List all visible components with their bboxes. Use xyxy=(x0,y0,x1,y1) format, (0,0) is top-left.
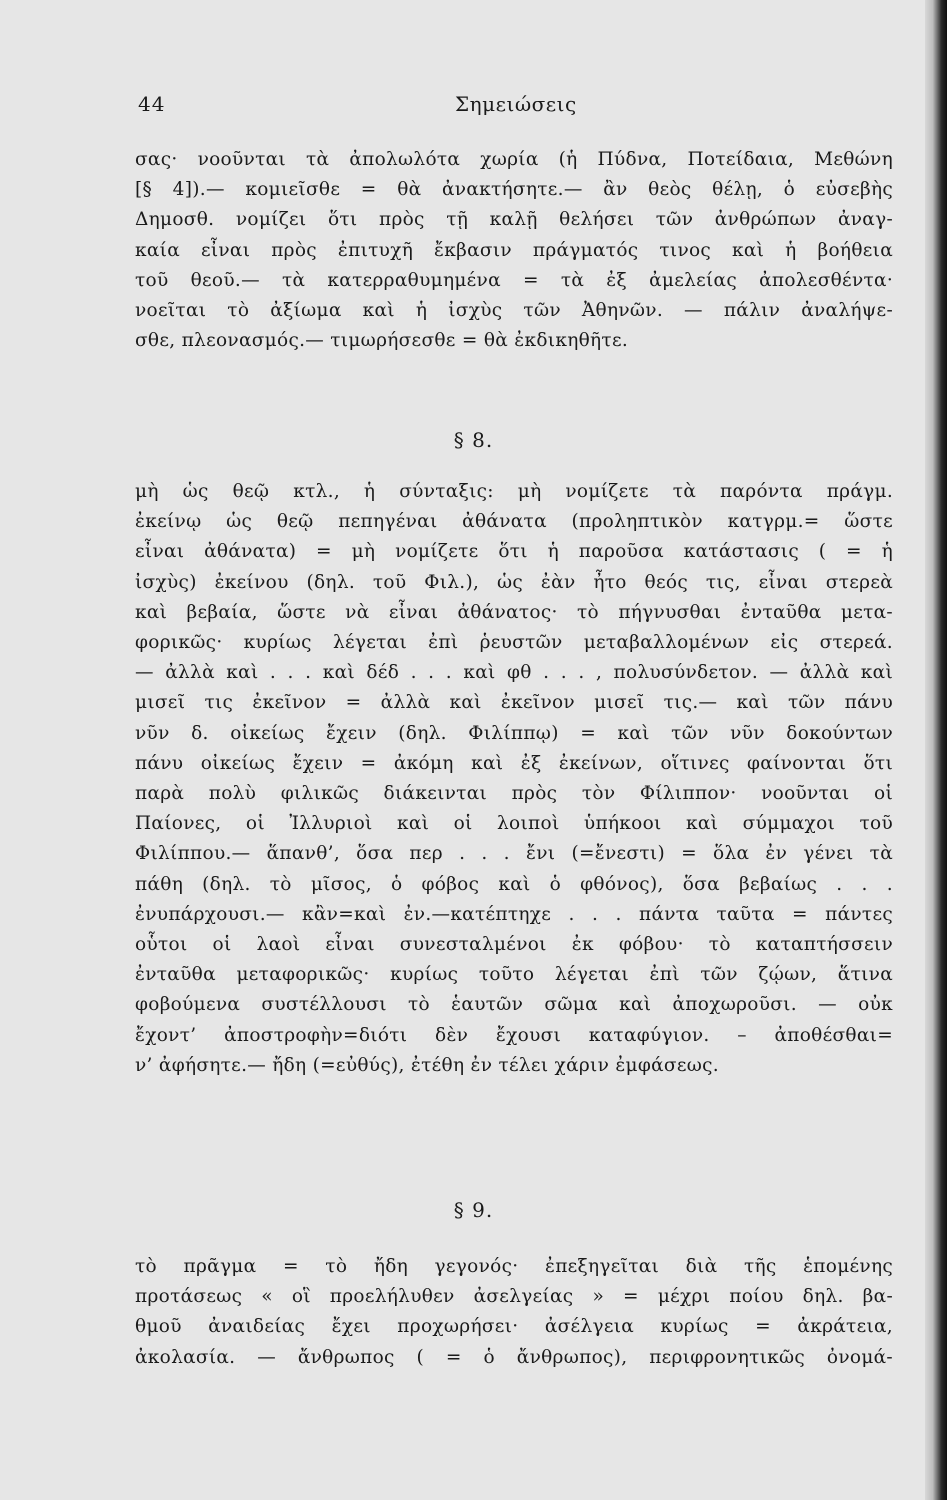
text-line: καὶ βεβαία, ὥστε νὰ εἶναι ἀθάνατος· τὸ πήγνυσθαι ἐνταῦθα μετα- xyxy=(135,601,893,623)
text-line: πάθη (δηλ. τὸ μῖσος, ὁ φόβος καὶ ὁ φθόνος), ὅσα βεβαίως . . . xyxy=(135,873,893,895)
text-line: θμοῦ ἀναιδείας ἔχει προχωρήσει· ἀσέλγεια κυρίως = ἀκράτεια, xyxy=(135,1316,893,1338)
section-8-heading: § 8. xyxy=(453,428,494,452)
text-line: πάνυ οἰκείως ἔχειν = ἀκόμη καὶ ἐξ ἐκείνων, οἵτινες φαίνονται ὅτι xyxy=(135,752,893,774)
text-line: παρὰ πολὺ φιλικῶς διάκεινται πρὸς τὸν Φίλιππον· νοοῦνται οἱ xyxy=(135,783,893,805)
text-line: νῦν δ. οἰκείως ἔχειν (δηλ. Φιλίππῳ) = καὶ τῶν νῦν δοκούντων xyxy=(135,722,893,744)
text-line: μὴ ὡς θεῷ κτλ., ἡ σύνταξις: μὴ νομίζετε τὰ παρόντα πράγμ. xyxy=(135,481,893,502)
text-line: ἐνυπάρχουσι.— κἂν=καὶ ἐν.—κατέπτηχε . . . πάντα ταῦτα = πάντες xyxy=(135,903,893,925)
text-line: ἐνταῦθα μεταφορικῶς· κυρίως τοῦτο λέγεται ἐπὶ τῶν ζῴων, ἅτινα xyxy=(135,964,893,986)
text-line: σας· νοοῦνται τὰ ἀπολωλότα χωρία (ἡ Πύδνα, Ποτείδαια, Μεθώνη xyxy=(135,149,893,170)
section-9-text xyxy=(135,1252,893,1373)
text-line: — ἀλλὰ καὶ . . . καὶ δέδ . . . καὶ φθ . . . , πολυσύνδετον. — ἀλλὰ καὶ xyxy=(135,662,893,684)
text-line: φοβούμενα συστέλλουσι τὸ ἑαυτῶν σῶμα καὶ ἀποχωροῦσι. — οὐκ xyxy=(135,994,893,1016)
text-line: ν’ ἀφήσητε.— ἤδη (=εὐθύς), ἐτέθη ἐν τέλει χάριν ἐμφάσεως. xyxy=(135,1054,719,1076)
section-9-heading: § 9. xyxy=(453,1198,494,1222)
text-line: Παίονες, οἱ Ἰλλυριοὶ καὶ οἱ λοιποὶ ὑπήκοοι καὶ σύμμαχοι τοῦ xyxy=(135,813,893,835)
text-line: προτάσεως « οἳ προελήλυθεν ἀσελγείας » = μέχρι ποίου δηλ. βα- xyxy=(135,1286,893,1308)
text-line: καία εἶναι πρὸς ἐπιτυχῆ ἔκβασιν πράγματός τινος καὶ ἡ βοήθεια xyxy=(135,239,893,261)
text-line: φορικῶς· κυρίως λέγεται ἐπὶ ῥευστῶν μεταβαλλομένων εἰς στερεά. xyxy=(135,632,893,654)
text-line: τὸ πρᾶγμα = τὸ ἤδη γεγονός· ἐπεξηγεῖται διὰ τῆς ἑπομένης xyxy=(135,1256,893,1277)
notes-block-continued xyxy=(135,145,893,356)
text-line: νοεῖται τὸ ἀξίωμα καὶ ἡ ἰσχὺς τῶν Ἀθηνῶν. — πάλιν ἀναλήψε- xyxy=(135,300,893,322)
text-line: εἶναι ἀθάνατα) = μὴ νομίζετε ὅτι ἡ παροῦσα κατάστασις ( = ἡ xyxy=(135,541,893,563)
page-edge-shadow xyxy=(925,0,947,1500)
text-line: οὗτοι οἱ λαοὶ εἶναι συνεσταλμένοι ἐκ φόβου· τὸ καταπτήσσειν xyxy=(135,934,893,956)
text-line: ἐκείνῳ ὡς θεῷ πεπηγέναι ἀθάνατα (προληπτικὸν κατγρμ.= ὥστε xyxy=(135,511,893,533)
text-line: μισεῖ τις ἐκεῖνον = ἀλλὰ καὶ ἐκεῖνον μισεῖ τις.— καὶ τῶν πάνυ xyxy=(135,692,893,714)
running-title: Σημειώσεις xyxy=(455,92,577,116)
text-line: [§ 4]).— κομιεῖσθε = θὰ ἀνακτήσητε.— ἂν θεὸς θέλῃ, ὁ εὐσεβὴς xyxy=(135,179,893,201)
text-line: ἀκολασία. — ἄνθρωπος ( = ὁ ἄνθρωπος), περιφρονητικῶς ὀνομά- xyxy=(135,1346,893,1368)
text-line: Δημοσθ. νομίζει ὅτι πρὸς τῇ καλῇ θελήσει τῶν ἀνθρώπων ἀναγ- xyxy=(135,209,893,231)
text-line: τοῦ θεοῦ.— τὰ κατερραθυμημένα = τὰ ἐξ ἀμελείας ἀπολεσθέντα· xyxy=(135,269,893,291)
page-header xyxy=(0,92,947,124)
page-number: 44 xyxy=(138,92,166,116)
text-line: Φιλίππου.— ἅπανθ’, ὅσα περ . . . ἔνι (=ἔνεστι) = ὅλα ἐν γένει τὰ xyxy=(135,843,893,865)
section-8-text xyxy=(135,477,893,1081)
text-line: ἰσχὺς) ἐκείνου (δηλ. τοῦ Φιλ.), ὡς ἐὰν ἦτο θεός τις, εἶναι στερεὰ xyxy=(135,571,893,593)
text-line: ἔχοντ’ ἀποστροφὴν=διότι δὲν ἔχουσι καταφύγιον. – ἀποθέσθαι= xyxy=(135,1024,893,1046)
text-line: σθε, πλεονασμός.— τιμωρήσεσθε = θὰ ἐκδικηθῆτε. xyxy=(135,330,629,352)
